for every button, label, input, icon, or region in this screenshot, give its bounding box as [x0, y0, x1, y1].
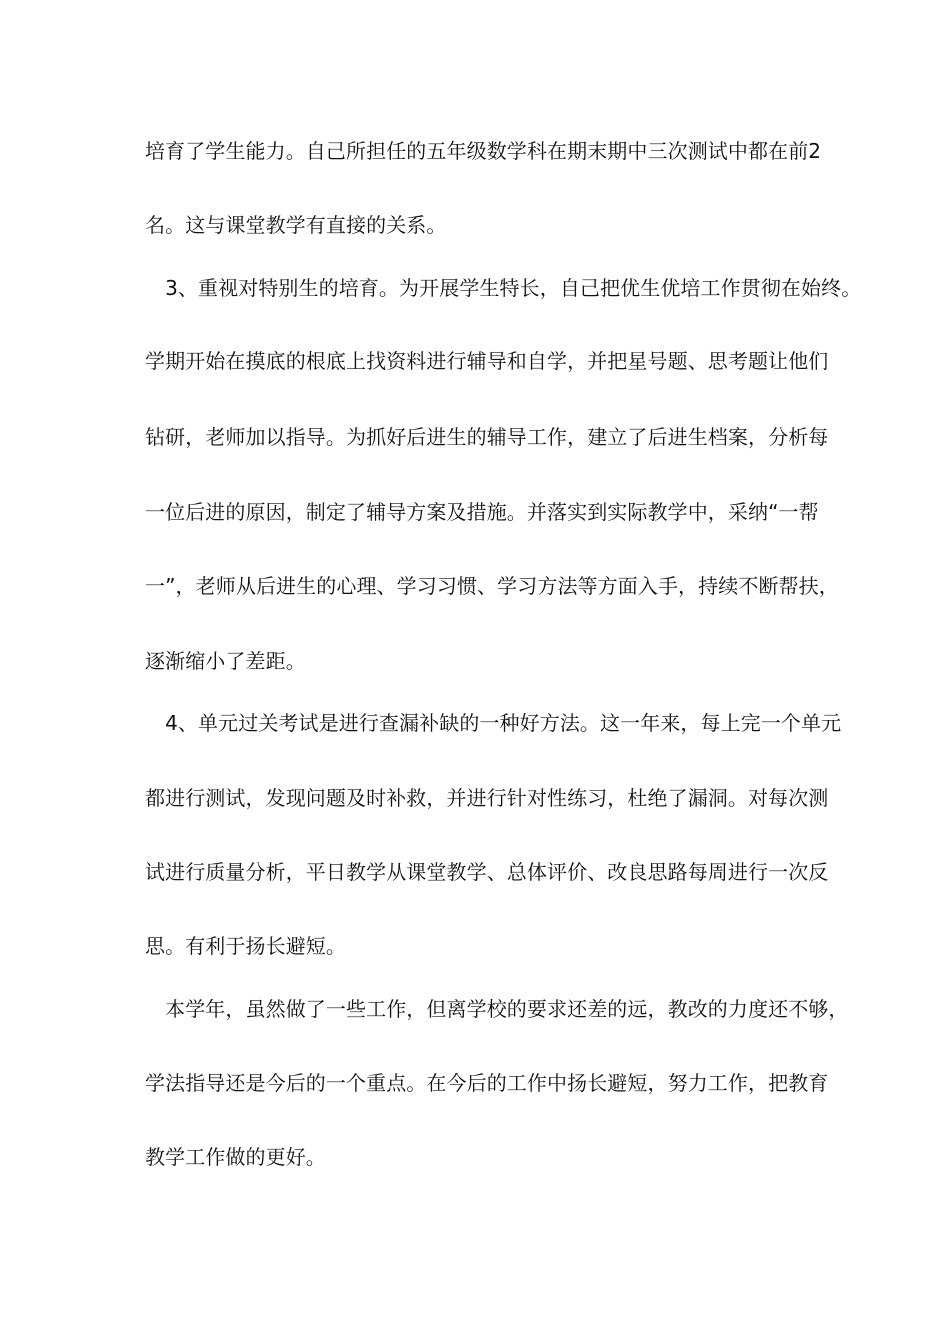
text-line: 钻研，老师加以指导。为抓好后进生的辅导工作，建立了后进生档案，分析每: [145, 425, 829, 449]
text-line: 一”，老师从后进生的心理、学习习惯、学习方法等方面入手，持续不断帮扶，: [145, 574, 839, 598]
text-line: 一位后进的原因，制定了辅导方案及措施。并落实到实际教学中，采纳“一帮: [145, 500, 819, 524]
text-line: 名。这与课堂教学有直接的关系。: [145, 213, 447, 237]
text-line: 思。有利于扬长避短。: [145, 934, 346, 958]
text-line: 学法指导还是今后的一个重点。在今后的工作中扬长避短，努力工作，把教育: [145, 1071, 829, 1095]
text-line: 教学工作做的更好。: [145, 1145, 326, 1169]
text-line: 学期开始在摸底的根底上找资料进行辅导和自学，并把星号题、思考题让他们: [145, 349, 829, 373]
text-line: 3、重视对特别生的培育。为开展学生特长，自己把优生优培工作贯彻在始终。: [145, 276, 862, 300]
text-line: 培育了学生能力。自己所担任的五年级数学科在期末期中三次测试中都在前2: [145, 139, 822, 163]
text-line: 逐渐缩小了差距。: [145, 649, 306, 673]
text-line: 都进行测试，发现问题及时补救，并进行针对性练习，杜绝了漏洞。对每次测: [145, 786, 829, 810]
text-line: 4、单元过关考试是进行查漏补缺的一种好方法。这一年来，每上完一个单元: [145, 711, 842, 735]
text-line: 试进行质量分析，平日教学从课堂教学、总体评价、改良思路每周进行一次反: [145, 860, 829, 884]
text-line: 本学年，虽然做了一些工作，但离学校的要求还差的远，教改的力度还不够，: [145, 997, 849, 1021]
